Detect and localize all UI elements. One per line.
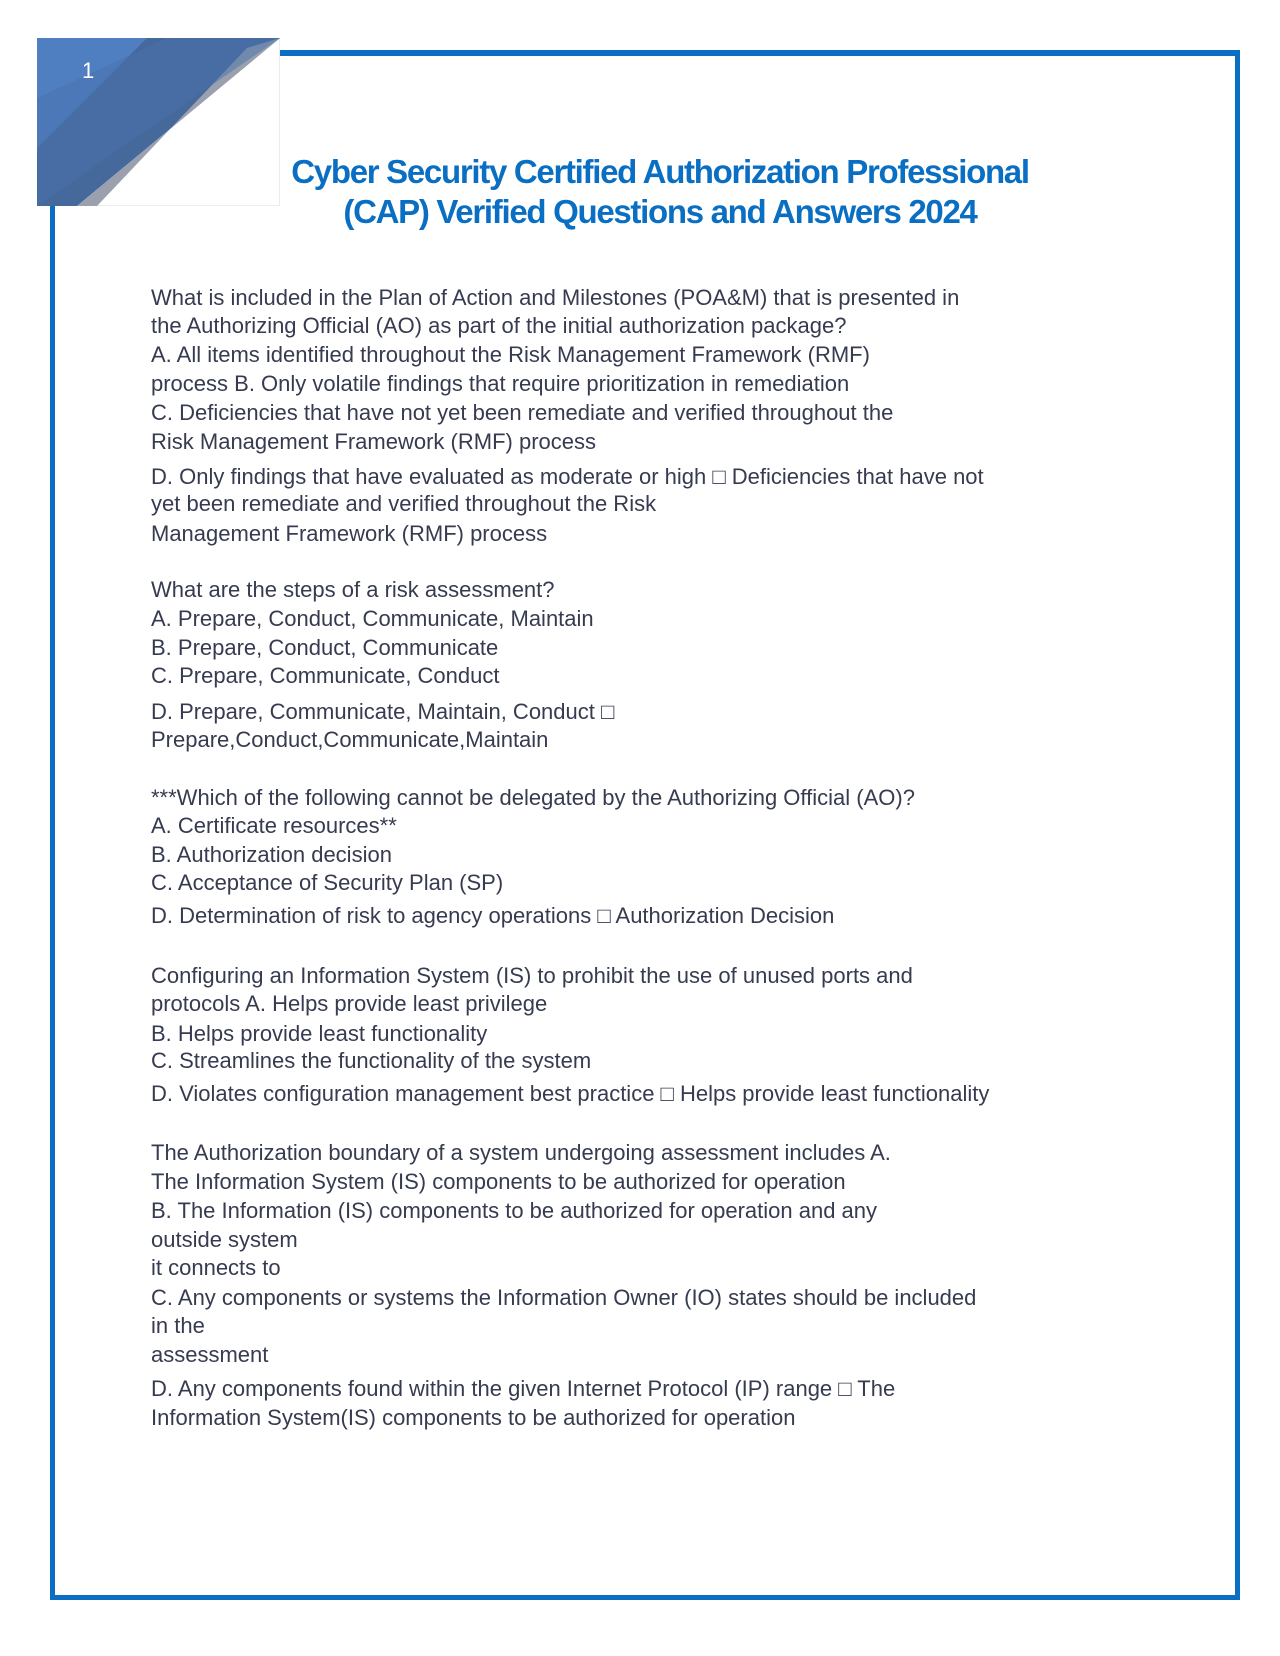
answer-option: A. All items identified throughout the Risk Management Framework (RMF) [151,342,870,367]
page-number: 1 [82,58,95,83]
answer-option: C. Acceptance of Security Plan (SP) [151,870,504,895]
answer-option: in the [151,1313,205,1338]
answer-option: D. Violates configuration management best practice □ Helps provide least functionality [151,1081,990,1106]
document-title-line2: (CAP) Verified Questions and Answers 2024 [343,193,977,230]
correct-answer: Information System(IS) components to be authorized for operation [151,1405,796,1430]
question-text: What is included in the Plan of Action and Milestones (POA&M) that is presented in [151,285,960,310]
answer-option: protocols A. Helps provide least privilege [151,991,548,1016]
answer-option: C. Deficiencies that have not yet been remediate and verified throughout the [151,400,894,425]
answer-option: Risk Management Framework (RMF) process [151,429,596,454]
answer-option: D. Prepare, Communicate, Maintain, Conduct □ [151,699,615,724]
correct-answer: yet been remediate and verified throughout the Risk [151,491,657,516]
question-text: Configuring an Information System (IS) to prohibit the use of unused ports and [151,963,913,988]
correct-answer: Management Framework (RMF) process [151,521,548,546]
answer-option: D. Determination of risk to agency operations □ Authorization Decision [151,903,835,928]
question-text: The Authorization boundary of a system undergoing assessment includes A. [151,1140,891,1165]
correct-answer: Prepare,Conduct,Communicate,Maintain [151,727,549,752]
answer-option: B. Authorization decision [151,842,392,867]
question-text: the Authorizing Official (AO) as part of the initial authorization package? [151,313,847,338]
answer-option: B. Helps provide least functionality [151,1021,488,1046]
answer-option: A. Prepare, Conduct, Communicate, Maintain [151,606,594,631]
answer-option: C. Any components or systems the Information Owner (IO) states should be included [151,1285,977,1310]
answer-option: C. Streamlines the functionality of the system [151,1048,592,1073]
answer-option: it connects to [151,1255,281,1280]
answer-option: process B. Only volatile findings that require prioritization in remediation [151,371,850,396]
answer-option: A. Certificate resources** [151,813,397,838]
document-title-line1: Cyber Security Certified Authorization Professional [291,153,1029,190]
question-text: What are the steps of a risk assessment? [151,577,555,602]
answer-option: assessment [151,1342,269,1367]
answer-option: B. The Information (IS) components to be authorized for operation and any [151,1198,878,1223]
answer-option: D. Only findings that have evaluated as moderate or high □ Deficiencies that have not [151,464,984,489]
answer-option: outside system [151,1227,298,1252]
answer-option: The Information System (IS) components to be authorized for operation [151,1169,846,1194]
answer-option: C. Prepare, Communicate, Conduct [151,663,500,688]
answer-option: D. Any components found within the given Internet Protocol (IP) range □ The [151,1376,896,1401]
answer-option: B. Prepare, Conduct, Communicate [151,635,499,660]
question-text: ***Which of the following cannot be delegated by the Authorizing Official (AO)? [151,785,915,810]
